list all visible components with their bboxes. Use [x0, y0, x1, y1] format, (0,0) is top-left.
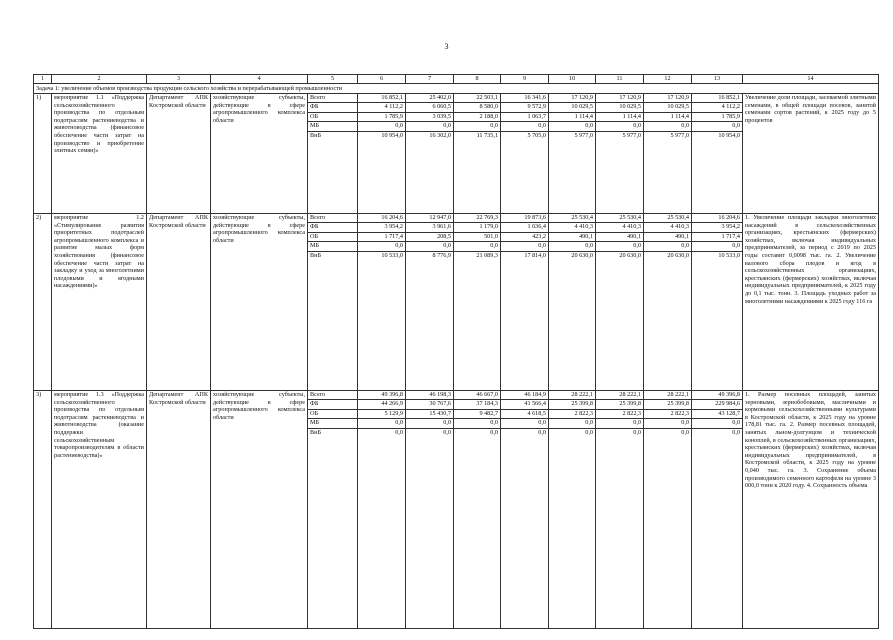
- value-cell: [454, 94, 501, 214]
- value: 1 114,4: [644, 113, 691, 122]
- source-label: ВнБ: [310, 428, 321, 436]
- value-cell: [501, 391, 549, 629]
- value-cell: [501, 214, 549, 391]
- value: 3 954,2: [692, 223, 742, 232]
- value-cell: [596, 94, 644, 214]
- col-header: 14: [743, 75, 879, 84]
- source-label: МБ: [308, 419, 357, 428]
- value: 16 204,6: [692, 214, 742, 223]
- value: 0,0: [406, 242, 453, 251]
- value: 37 184,3: [454, 400, 500, 409]
- value: 41 566,4: [501, 400, 548, 409]
- source-label: ФБ: [308, 400, 357, 409]
- value: 10 954,0: [381, 131, 403, 139]
- value: 16 852,1: [358, 94, 405, 103]
- value: 46 184,9: [501, 391, 548, 400]
- source-label: Всего: [308, 94, 357, 103]
- value: 490,1: [596, 233, 643, 242]
- value: 1 717,4: [358, 233, 405, 242]
- value-cell: [358, 214, 406, 391]
- value: 30 767,6: [406, 400, 453, 409]
- value: 6 060,5: [406, 103, 453, 112]
- value: 3 039,5: [406, 113, 453, 122]
- value: 20 630,0: [571, 251, 593, 259]
- source-label: ОБ: [308, 113, 357, 122]
- measure-cell: мероприятие 1.2 «Стимулирование развития приоритетных подотраслей агропромышленного комплекса и развитие малых форм хозяйствования (финансовое обеспечение части затрат на закладку и уход за многолетними плодовыми и ягодными насаждениями)»: [52, 214, 147, 391]
- value: 11 735,1: [476, 131, 498, 139]
- value: 5 705,0: [527, 131, 546, 139]
- source-label: ВнБ: [310, 131, 321, 139]
- source-label: ОБ: [308, 233, 357, 242]
- value: 0,0: [692, 122, 742, 131]
- value: 0,0: [501, 242, 548, 251]
- value: 22 769,3: [454, 214, 500, 223]
- measure-cell: мероприятие 1.1 «Поддержка сельскохозяйственного производства по отдельным подотраслям растениеводства и животноводства (финансовое обеспечение части затрат на производство и приобретение элитных семян)»: [52, 94, 147, 214]
- value-cell: [644, 94, 692, 214]
- col-header: 8: [454, 75, 501, 84]
- value: 1 114,4: [549, 113, 595, 122]
- row-number: 3): [34, 391, 52, 629]
- task-row: [34, 84, 879, 94]
- value: 4 410,3: [596, 223, 643, 232]
- value: 16 204,6: [358, 214, 405, 223]
- value: 17 120,9: [549, 94, 595, 103]
- value-cell: [454, 391, 501, 629]
- value: 0,0: [395, 428, 403, 436]
- page-number: 3: [444, 42, 449, 51]
- value-cell: [549, 94, 596, 214]
- executor-cell: Департамент АПК Костромской области: [147, 94, 211, 214]
- value: 0,0: [681, 428, 689, 436]
- value: 0,0: [358, 419, 405, 428]
- value: 208,5: [406, 233, 453, 242]
- value: 0,0: [644, 419, 691, 428]
- value-cell: [358, 391, 406, 629]
- value: 1 785,9: [358, 113, 405, 122]
- value: 0,0: [732, 428, 740, 436]
- value: 43 128,7: [692, 410, 742, 419]
- value: 0,0: [501, 419, 548, 428]
- value: 19 873,6: [501, 214, 548, 223]
- value-cell: [406, 94, 454, 214]
- value-cell: [549, 391, 596, 629]
- value: 25 402,0: [406, 94, 453, 103]
- value: 17 814,0: [524, 251, 546, 259]
- table-row: [34, 94, 879, 214]
- value-cell: [406, 391, 454, 629]
- participants-cell: хозяйствующие субъекты, действующие в сфере агропромышленного комплекса области: [211, 94, 308, 214]
- header-row: [34, 75, 879, 84]
- value: 25 399,8: [644, 400, 691, 409]
- value: 12 947,0: [406, 214, 453, 223]
- value: 46 198,3: [406, 391, 453, 400]
- value: 3 954,2: [358, 223, 405, 232]
- value-cell: [501, 94, 549, 214]
- value: 49 396,8: [692, 391, 742, 400]
- source-label: Всего: [308, 391, 357, 400]
- value: 1 114,4: [596, 113, 643, 122]
- value: 2 822,3: [644, 410, 691, 419]
- value-cell: [692, 391, 743, 629]
- value-cell: [358, 94, 406, 214]
- col-header: 12: [644, 75, 692, 84]
- source-label: МБ: [308, 242, 357, 251]
- col-header: 1: [34, 75, 52, 84]
- result-cell: 1. Размер посевных площадей, занятых зерновыми, зернобобовыми, масличными и кормовыми сельскохозяйственными культурами в Костромской области, к 2025 году на уровне 178,81 тыс. га. 2. Размер посевных площадей, занятых льном-долгунцом и технической коноплей, в сельскохозяйственных организациях, крестьянских (фермерских) хозяйствах, включая индивидуальных предпринимателей, в Костромской области, к 2025 году на уровне 0,040 тыс. га. 3. Сохранение объема производимого семенного картофеля на уровне 3 000,0 тонн к 2020 году. 4. Сохранность объема: [743, 391, 879, 629]
- value-cell: [596, 391, 644, 629]
- value: 4 618,5: [501, 410, 548, 419]
- value-cell: [692, 214, 743, 391]
- value: 0,0: [549, 122, 595, 131]
- value: 1 717,4: [692, 233, 742, 242]
- value: 28 222,1: [596, 391, 643, 400]
- value: 1 785,9: [692, 113, 742, 122]
- value: 25 530,4: [644, 214, 691, 223]
- value: 229 984,6: [692, 400, 742, 409]
- value: 0,0: [633, 428, 641, 436]
- value: 0,0: [501, 122, 548, 131]
- source-label: ФБ: [308, 103, 357, 112]
- task-title: Задача 1: увеличение объемов производства продукции сельского хозяйства и перерабатывающей промышленности: [34, 84, 879, 94]
- value: 8 776,9: [432, 251, 451, 259]
- value: 5 129,9: [358, 410, 405, 419]
- value: 4 112,2: [358, 103, 405, 112]
- value-cell: [596, 214, 644, 391]
- value: 44 266,9: [358, 400, 405, 409]
- value: 10 954,0: [718, 131, 740, 139]
- value: 0,0: [692, 419, 742, 428]
- sources-cell: [308, 94, 358, 214]
- col-header: 9: [501, 75, 549, 84]
- value: 4 410,3: [644, 223, 691, 232]
- col-header: 2: [52, 75, 147, 84]
- value: 5 977,0: [670, 131, 689, 139]
- value-cell: [406, 214, 454, 391]
- value: 16 852,1: [692, 94, 742, 103]
- value: 1 063,7: [501, 113, 548, 122]
- value: 0,0: [358, 122, 405, 131]
- value: 22 503,1: [454, 94, 500, 103]
- table-row: [34, 391, 879, 629]
- value: 0,0: [454, 419, 500, 428]
- value: 49 396,8: [358, 391, 405, 400]
- source-label: Всего: [308, 214, 357, 223]
- value: 0,0: [358, 242, 405, 251]
- value: 490,1: [644, 233, 691, 242]
- value: 490,1: [549, 233, 595, 242]
- value-cell: [644, 214, 692, 391]
- value: 10 029,5: [596, 103, 643, 112]
- value: 5 977,0: [622, 131, 641, 139]
- col-header: 13: [692, 75, 743, 84]
- row-number: 2): [34, 214, 52, 391]
- value: 17 120,9: [644, 94, 691, 103]
- sources-cell: [308, 214, 358, 391]
- value: 0,0: [585, 428, 593, 436]
- value-cell: [454, 214, 501, 391]
- value: 25 399,8: [596, 400, 643, 409]
- value: 15 430,7: [406, 410, 453, 419]
- col-header: 10: [549, 75, 596, 84]
- value: 25 399,8: [549, 400, 595, 409]
- value: 0,0: [596, 122, 643, 131]
- value: 25 530,4: [549, 214, 595, 223]
- value: 0,0: [596, 419, 643, 428]
- value: 0,0: [538, 428, 546, 436]
- source-label: ФБ: [308, 223, 357, 232]
- value: 1 636,4: [501, 223, 548, 232]
- col-header: 11: [596, 75, 644, 84]
- value: 0,0: [596, 242, 643, 251]
- value: 28 222,1: [549, 391, 595, 400]
- value: 0,0: [549, 419, 595, 428]
- source-label: ВнБ: [310, 251, 321, 259]
- measure-cell: мероприятие 1.3 «Поддержка сельскохозяйственного производства по отдельным подотраслям растениеводства и животноводства (оказание поддержки сельскохозяйственным товаропроизводителям в области растениеводства)»: [52, 391, 147, 629]
- result-cell: Увеличение доли площади, засеваемой элитными семенами, в общей площади посевов, занятой семенами сортов растений, к 2025 году до 5 процентов: [743, 94, 879, 214]
- value: 8 580,0: [454, 103, 500, 112]
- value: 0,0: [490, 428, 498, 436]
- value: 2 822,3: [596, 410, 643, 419]
- value: 4 112,2: [692, 103, 742, 112]
- participants-cell: хозяйствующие субъекты, действующие в сфере агропромышленного комплекса области: [211, 214, 308, 391]
- value: 20 630,0: [619, 251, 641, 259]
- value: 10 533,0: [381, 251, 403, 259]
- source-label: МБ: [308, 122, 357, 131]
- value: 16 341,6: [501, 94, 548, 103]
- col-header: 5: [308, 75, 358, 84]
- source-label: ОБ: [308, 410, 357, 419]
- value: 2 822,3: [549, 410, 595, 419]
- value: 0,0: [443, 428, 451, 436]
- value: 0,0: [454, 122, 500, 131]
- value: 16 302,0: [429, 131, 451, 139]
- value: 28 222,1: [644, 391, 691, 400]
- value: 20 630,0: [667, 251, 689, 259]
- value: 10 029,5: [549, 103, 595, 112]
- value: 0,0: [406, 122, 453, 131]
- value: 21 089,3: [476, 251, 498, 259]
- value: 0,0: [406, 419, 453, 428]
- value: 25 530,4: [596, 214, 643, 223]
- executor-cell: Департамент АПК Костромской области: [147, 391, 211, 629]
- value: 0,0: [549, 242, 595, 251]
- value: 0,0: [644, 122, 691, 131]
- value: 423,2: [501, 233, 548, 242]
- sources-cell: [308, 391, 358, 629]
- value: 10 533,0: [718, 251, 740, 259]
- value-cell: [549, 214, 596, 391]
- value: 2 188,0: [454, 113, 500, 122]
- col-header: 4: [211, 75, 308, 84]
- value-cell: [692, 94, 743, 214]
- value: 501,0: [454, 233, 500, 242]
- row-number: 1): [34, 94, 52, 214]
- value: 46 667,0: [454, 391, 500, 400]
- value: 0,0: [692, 242, 742, 251]
- value: 4 410,3: [549, 223, 595, 232]
- executor-cell: Департамент АПК Костромской области: [147, 214, 211, 391]
- participants-cell: хозяйствующие субъекты, действующие в сфере агропромышленного комплекса области: [211, 391, 308, 629]
- value: 9 572,9: [501, 103, 548, 112]
- result-cell: 1. Увеличение площади закладки многолетних насаждений в сельскохозяйственных организациях, крестьянских (фермерских) хозяйствах, включая индивидуальных предпринимателей, за период с 2019 по 2025 годы составит 0,0098 тыс. га. 2. Увеличение валового сбора плодов и ягод в сельскохозяйственных организациях, крестьянских (фермерских) хозяйствах, включая индивидуальных предпринимателей, к 2025 году до 0,1 тыс. тонн. 3. Площадь уходных работ за многолетними насаждениями к 2025 году 116 га: [743, 214, 879, 391]
- value: 1 179,0: [454, 223, 500, 232]
- value: 0,0: [644, 242, 691, 251]
- col-header: 6: [358, 75, 406, 84]
- table-row: [34, 214, 879, 391]
- value: 9 482,7: [454, 410, 500, 419]
- value: 17 120,9: [596, 94, 643, 103]
- value-cell: [644, 391, 692, 629]
- value: 0,0: [454, 242, 500, 251]
- col-header: 3: [147, 75, 211, 84]
- value: 10 029,5: [644, 103, 691, 112]
- program-table: [33, 74, 879, 629]
- value: 5 977,0: [574, 131, 593, 139]
- col-header: 7: [406, 75, 454, 84]
- value: 3 961,6: [406, 223, 453, 232]
